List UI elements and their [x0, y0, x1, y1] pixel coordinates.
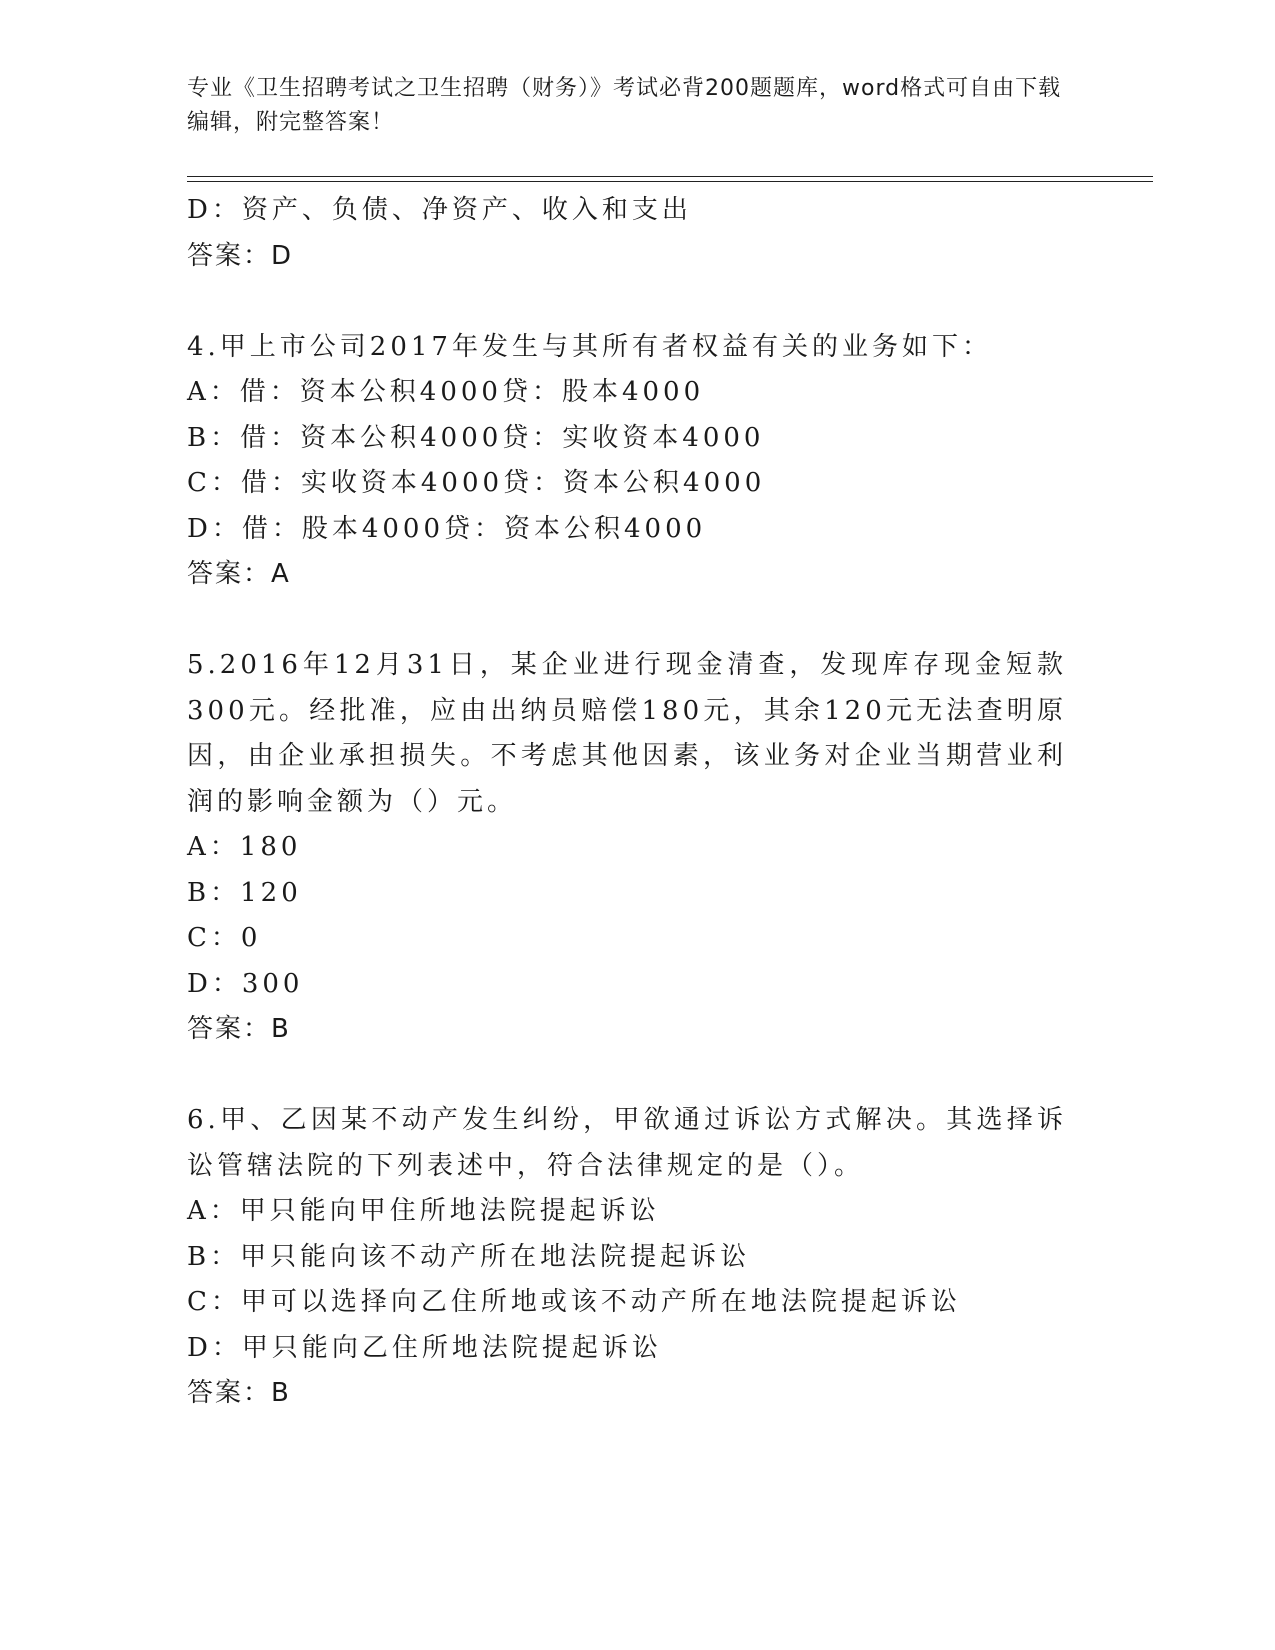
option-a: A：借：资本公积4000贷：股本4000: [187, 377, 705, 407]
question-6: [187, 1098, 1067, 1417]
option-c: C：借：实收资本4000贷：资本公积4000: [187, 468, 766, 498]
prev-answer: 答案：D: [187, 240, 294, 271]
answer: 答案：B: [187, 1378, 291, 1408]
question-5: [187, 643, 1067, 1053]
option-c: C：甲可以选择向乙住所地或该不动产所在地法院提起诉讼: [187, 1287, 961, 1317]
option-b: B：借：资本公积4000贷：实收资本4000: [187, 422, 765, 453]
page-header: 专业《卫生招聘考试之卫生招聘（财务）》考试必背200题题库，word格式可自由下载编辑，附完整答案！: [187, 76, 1062, 135]
question-text: 6.甲、乙因某不动产发生纠纷，甲欲通过诉讼方式解决。其选择诉讼管辖法院的下列表述中，符合法律规定的是（）。: [187, 1105, 1067, 1181]
option-a: A：甲只能向甲住所地法院提起诉讼: [187, 1196, 660, 1226]
option-d: D：借：股本4000贷：资本公积4000: [187, 513, 707, 544]
spacer: [187, 1053, 1067, 1099]
header-divider-bottom: [187, 181, 1153, 182]
question-text: 5.2016年12月31日，某企业进行现金清查，发现库存现金短款300元。经批准，应由出纳员赔偿180元，其余120元无法查明原因，由企业承担损失。不考虑其他因素，该业务对企业当期营业利润的影响金额为（）元。: [187, 650, 1067, 817]
option-d: D：300: [187, 968, 304, 999]
option-c: C：0: [187, 923, 262, 953]
header-divider-top: [187, 176, 1153, 177]
option-a: A：180: [187, 832, 302, 862]
question-text: 4.甲上市公司2017年发生与其所有者权益有关的业务如下：: [187, 331, 992, 362]
option-b: B：甲只能向该不动产所在地法院提起诉讼: [187, 1241, 751, 1272]
question-4: [187, 325, 1067, 598]
answer: 答案：A: [187, 559, 291, 589]
spacer: [187, 598, 1067, 644]
answer: 答案：B: [187, 1014, 291, 1044]
option-b: B：120: [187, 877, 302, 908]
option-d: D：甲只能向乙住所地法院提起诉讼: [187, 1332, 662, 1363]
spacer: [187, 279, 1067, 325]
prev-option-d: D：资产、负债、净资产、收入和支出: [187, 195, 692, 225]
question-content: [187, 188, 1067, 1417]
